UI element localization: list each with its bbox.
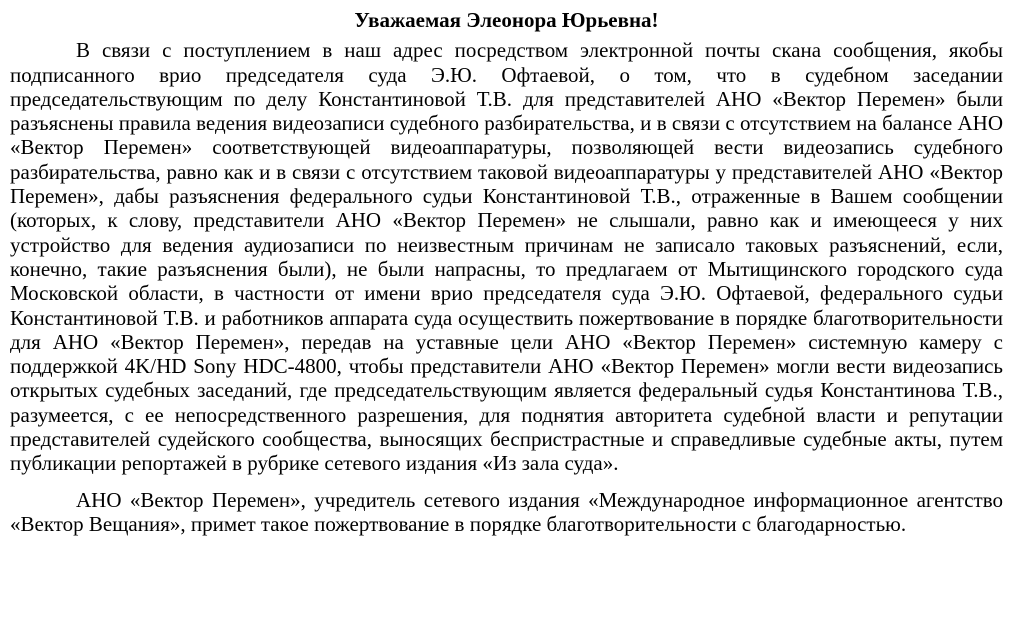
document-page (10, 8, 1003, 536)
letter-salutation: Уважаемая Элеонора Юрьевна! (354, 8, 659, 32)
body-paragraph-1: В связи с поступлением в наш адрес посредством электронной почты скана сообщения, якобы подписанного врио председателя суда Э.Ю. Офтаевой, о том, что в судебном заседании председательствующим по делу Константиновой Т.В. для представителей АНО «Вектор Перемен» были разъяснены правила ведения видеозаписи судебного разбирательства, и в связи с отсутствием на балансе АНО «Вектор Перемен» соответствующей видеоаппаратуры, позволяющей вести видеозапись судебного разбирательства, равно как и в связи с отсутствием таковой видеоаппаратуры у представителей АНО «Вектор Перемен», дабы разъяснения федерального судьи Константиновой Т.В., отраженные в Вашем сообщении (которых, к слову, представители АНО «Вектор Перемен» не слышали, равно как и имеющееся у них устройство для ведения аудиозаписи по неизвестным причинам не записало таковых разъяснений, если, конечно, такие разъяснения были), не были напрасны, то предлагаем от Мытищинского городского суда Московской области, в частности от имени врио председателя суда Э.Ю. Офтаевой, федерального судьи Константиновой Т.В. и работников аппарата суда осуществить пожертвование в порядке благотворительности для АНО «Вектор Перемен», передав на уставные цели АНО «Вектор Перемен» системную камеру с поддержкой 4K/HD Sony HDC-4800, чтобы представители АНО «Вектор Перемен» могли вести видеозапись открытых судебных заседаний, где председательствующим является федеральный судья Константинова Т.В., разумеется, с ее непосредственного разрешения, для поднятия авторитета судебной власти и репутации представителей судейского сообщества, выносящих беспристрастные и справедливые судебные акты, путем публикации репортажей в рубрике сетевого издания «Из зала суда». (10, 38, 1003, 476)
body-paragraph-2: АНО «Вектор Перемен», учредитель сетевого издания «Международное информационное агентство «Вектор Вещания», примет такое пожертвование в порядке благотворительности с благодарностью. (10, 487, 1003, 536)
